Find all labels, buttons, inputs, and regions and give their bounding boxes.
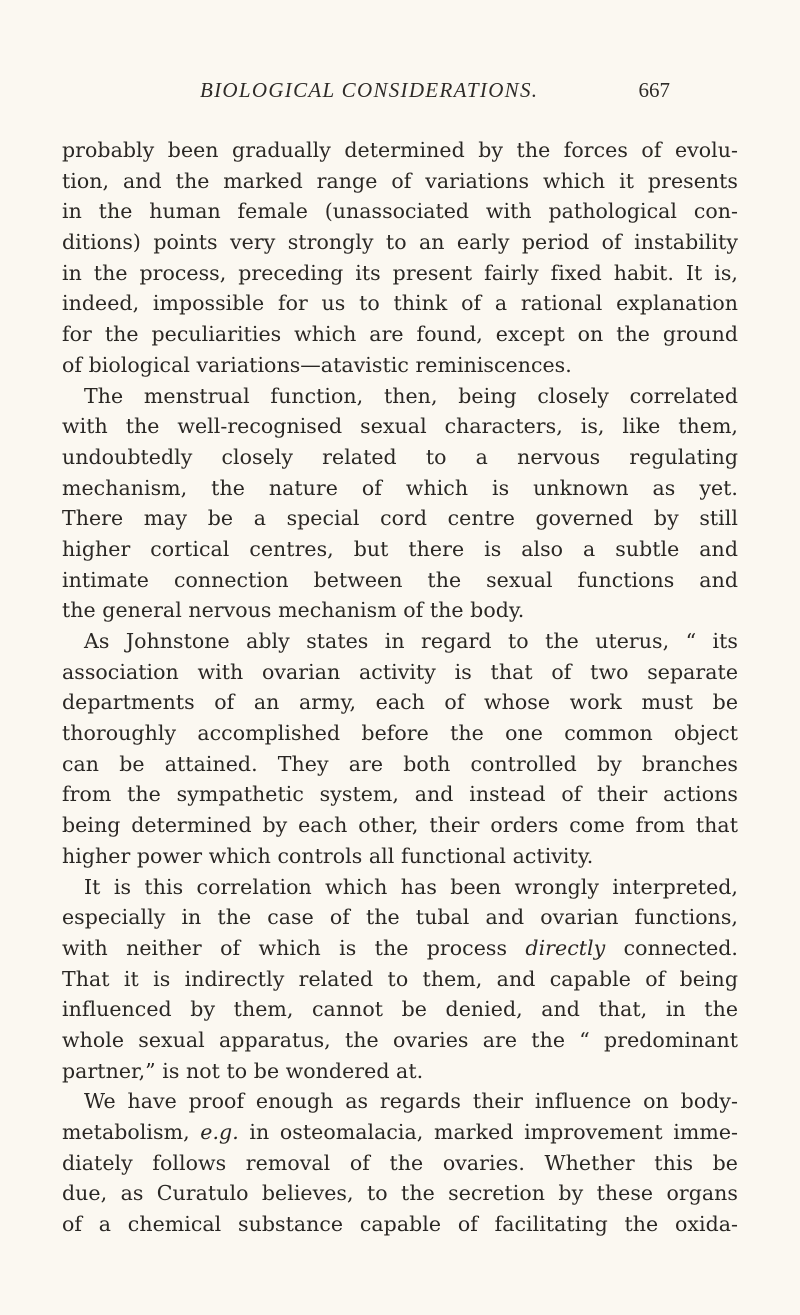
text-line: mechanism, the nature of which is unknown as yet. <box>62 475 738 500</box>
text-line: As Johnstone ably states in regard to the uterus, “ its <box>84 629 738 653</box>
text-run: metabolism, <box>62 1120 201 1144</box>
text-line: That it is indirectly related to them, and capable of being <box>62 966 738 991</box>
paragraph <box>62 135 738 381</box>
paragraph <box>62 872 738 1087</box>
running-head <box>200 78 670 108</box>
text-line: indeed, impossible for us to think of a rational explanation <box>62 291 738 316</box>
text-line: of a chemical substance capable of facilitating the oxida- <box>62 1212 738 1237</box>
text-line: due, as Curatulo believes, to the secretion by these organs <box>62 1181 738 1206</box>
text-line: association with ovarian activity is that of two separate <box>62 659 738 684</box>
paragraph <box>62 381 738 627</box>
text-line: of biological variations—atavistic reminiscences. <box>62 352 572 377</box>
text-line: with the well-recognised sexual characters, is, like them, <box>62 414 738 439</box>
text-line: in the process, preceding its present fairly fixed habit. It is, <box>62 260 738 285</box>
paragraph <box>62 1086 738 1239</box>
text-line: undoubtedly closely related to a nervous regulating <box>62 444 738 469</box>
text-run: in osteomalacia, marked improvement imme- <box>238 1120 738 1144</box>
text-run: with neither of which is the process <box>62 935 526 960</box>
text-line: the general nervous mechanism of the body. <box>62 598 525 623</box>
text-line: ditions) points very strongly to an early period of instability <box>62 230 738 255</box>
text-line: thoroughly accomplished before the one common object <box>62 721 738 746</box>
italic-emphasis: directly <box>525 935 606 960</box>
text-line: higher power which controls all functional activity. <box>62 843 594 868</box>
text-line: departments of an army, each of whose work must be <box>62 690 738 715</box>
text-line: intimate connection between the sexual functions and <box>62 567 738 592</box>
text-line: There may be a special cord centre governed by still <box>62 506 738 531</box>
text-line: higher cortical centres, but there is also a subtle and <box>62 536 738 561</box>
text-line: from the sympathetic system, and instead of their actions <box>62 782 738 807</box>
text-line: partner,” is not to be wondered at. <box>62 1058 424 1083</box>
text-line: especially in the case of the tubal and ovarian functions, <box>62 905 738 930</box>
body-text <box>62 135 738 1240</box>
text-line: It is this correlation which has been wrongly interpreted, <box>84 874 738 899</box>
italic-emphasis: e.g. <box>200 1120 239 1144</box>
paragraph <box>62 626 738 872</box>
text-line: in the human female (unassociated with pathological con- <box>62 199 738 224</box>
text-line: influenced by them, cannot be denied, and that, in the <box>62 997 738 1022</box>
page-number: 667 <box>638 78 670 102</box>
text-line: being determined by each other, their orders come from that <box>62 813 738 838</box>
text-line <box>62 1117 738 1148</box>
text-line <box>62 933 738 964</box>
text-line: We have proof enough as regards their influence on body- <box>84 1089 738 1114</box>
text-line: probably been gradually determined by the forces of evolu- <box>62 138 738 162</box>
text-line: diately follows removal of the ovaries. Whether this be <box>62 1150 738 1175</box>
text-run: connected. <box>605 935 739 960</box>
running-title: BIOLOGICAL CONSIDERATIONS. <box>200 78 539 102</box>
text-line: whole sexual apparatus, the ovaries are the “ predominant <box>62 1027 738 1052</box>
text-line: for the peculiarities which are found, except on the ground <box>62 322 738 347</box>
text-line: tion, and the marked range of variations which it presents <box>62 168 738 193</box>
text-line: The menstrual function, then, being closely correlated <box>84 383 738 408</box>
text-line: can be attained. They are both controlled by branches <box>62 751 738 776</box>
